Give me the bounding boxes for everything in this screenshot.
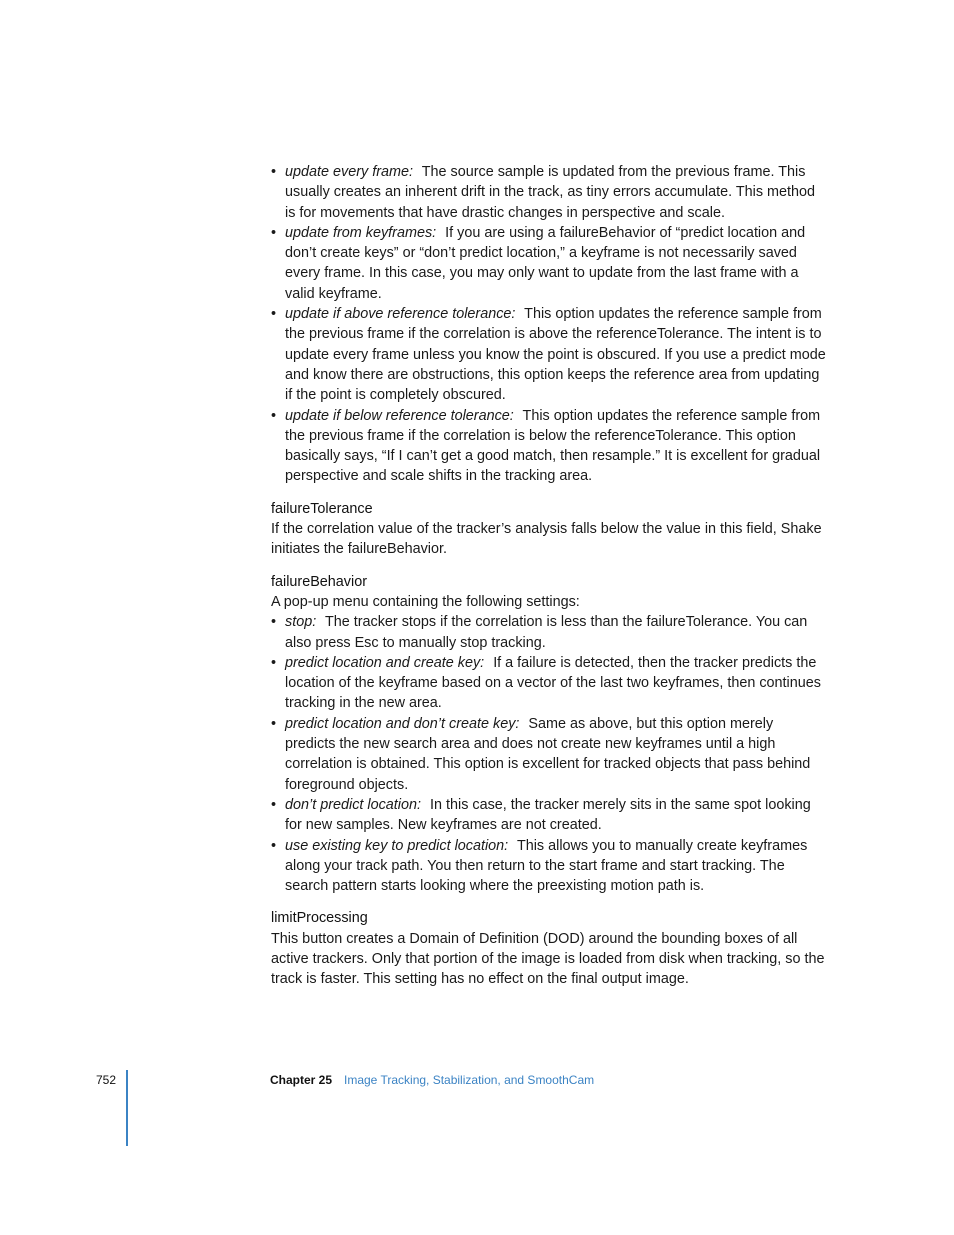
option-term: predict location and create key:	[285, 654, 485, 671]
option-description: In this case, the tracker merely sits in the same spot looking for new samples. New keyframes are not created.	[285, 796, 811, 834]
option-description: If you are using a failureBehavior of “predict location and don’t create keys” or “don’t predict location,” a keyframe is not necessarily saved every frame. In this case, you may only want to update from the last frame with a valid keyframe.	[285, 224, 806, 302]
list-item	[271, 304, 827, 405]
bullet-icon: •	[271, 224, 277, 241]
failure-behavior-list	[271, 612, 827, 896]
option-term: stop:	[285, 614, 317, 631]
option-description: The tracker stops if the correlation is less than the failureTolerance. You can also press Esc to manually stop tracking.	[285, 614, 808, 651]
option-description: This allows you to manually create keyframes along your track path. You then return to the start frame and start tracking. The search pattern starts looking where the preexisting motion path is.	[285, 837, 808, 895]
bullet-icon: •	[271, 796, 277, 813]
failure-behavior-intro: A pop-up menu containing the following settings:	[271, 593, 580, 610]
update-options-list	[271, 162, 827, 487]
page-number: 752	[96, 1073, 117, 1087]
bullet-icon: •	[271, 164, 277, 180]
bullet-icon: •	[271, 306, 277, 323]
limit-processing-heading: limitProcessing	[271, 910, 368, 927]
list-item	[271, 406, 827, 487]
bullet-icon: •	[271, 715, 277, 732]
chapter-label: Chapter 25	[270, 1073, 333, 1087]
option-term: use existing key to predict location:	[285, 837, 509, 854]
option-description: This option updates the reference sample from the previous frame if the correlation is below the referenceTolerance. This option basically says, “If I can’t get a good match, then resample.” It is excellent for gradual perspective and scale shifts in the tracking area.	[285, 407, 821, 485]
option-term: don’t predict location:	[285, 796, 421, 813]
bullet-icon: •	[271, 614, 277, 631]
list-item	[271, 162, 827, 223]
option-description: This option updates the reference sample from the previous frame if the correlation is above the referenceTolerance. The intent is to update every frame unless you know the point is obscured. If you use a predict mode and know there are obstructions, this option keeps the reference area from updating if the point is completely obscured.	[285, 306, 826, 404]
footer-divider	[126, 1070, 128, 1146]
option-term: predict location and don’t create key:	[285, 715, 520, 732]
option-description: If a failure is detected, then the tracker predicts the location of the keyframe based on a vector of the last two keyframes, then continues tracking in the new area.	[285, 654, 821, 712]
list-item	[271, 612, 827, 653]
list-item	[271, 714, 827, 795]
option-term: update every frame:	[285, 164, 413, 180]
page-content	[271, 162, 827, 990]
bullet-icon: •	[271, 654, 277, 671]
option-term: update from keyframes:	[285, 224, 437, 241]
failure-behavior-heading: failureBehavior	[271, 573, 367, 590]
list-item	[271, 836, 827, 897]
list-item	[271, 653, 827, 714]
list-item	[271, 223, 827, 304]
bullet-icon: •	[271, 837, 277, 854]
option-term: update if below reference tolerance:	[285, 407, 514, 424]
failure-tolerance-body: If the correlation value of the tracker’s analysis falls below the value in this field, Shake initiates the failureBehavior.	[271, 521, 822, 558]
bullet-icon: •	[271, 407, 277, 424]
option-description: Same as above, but this option merely predicts the new search area and does not create new keyframes until a high correlation is obtained. This option is excellent for tracked objects that pass behind foreground objects.	[285, 715, 811, 793]
option-description: The source sample is updated from the previous frame. This usually creates an inherent drift in the track, as tiny errors accumulate. This method is for movements that have drastic changes in perspective and scale.	[285, 164, 816, 221]
chapter-title-link[interactable]: Image Tracking, Stabilization, and SmoothCam	[344, 1073, 595, 1087]
limit-processing-body: This button creates a Domain of Definition (DOD) around the bounding boxes of all active trackers. Only that portion of the image is loaded from disk when tracking, so the track is faster. This setting has no effect on the final output image.	[271, 930, 825, 988]
list-item	[271, 795, 827, 836]
option-term: update if above reference tolerance:	[285, 306, 516, 323]
failure-tolerance-heading: failureTolerance	[271, 500, 373, 517]
